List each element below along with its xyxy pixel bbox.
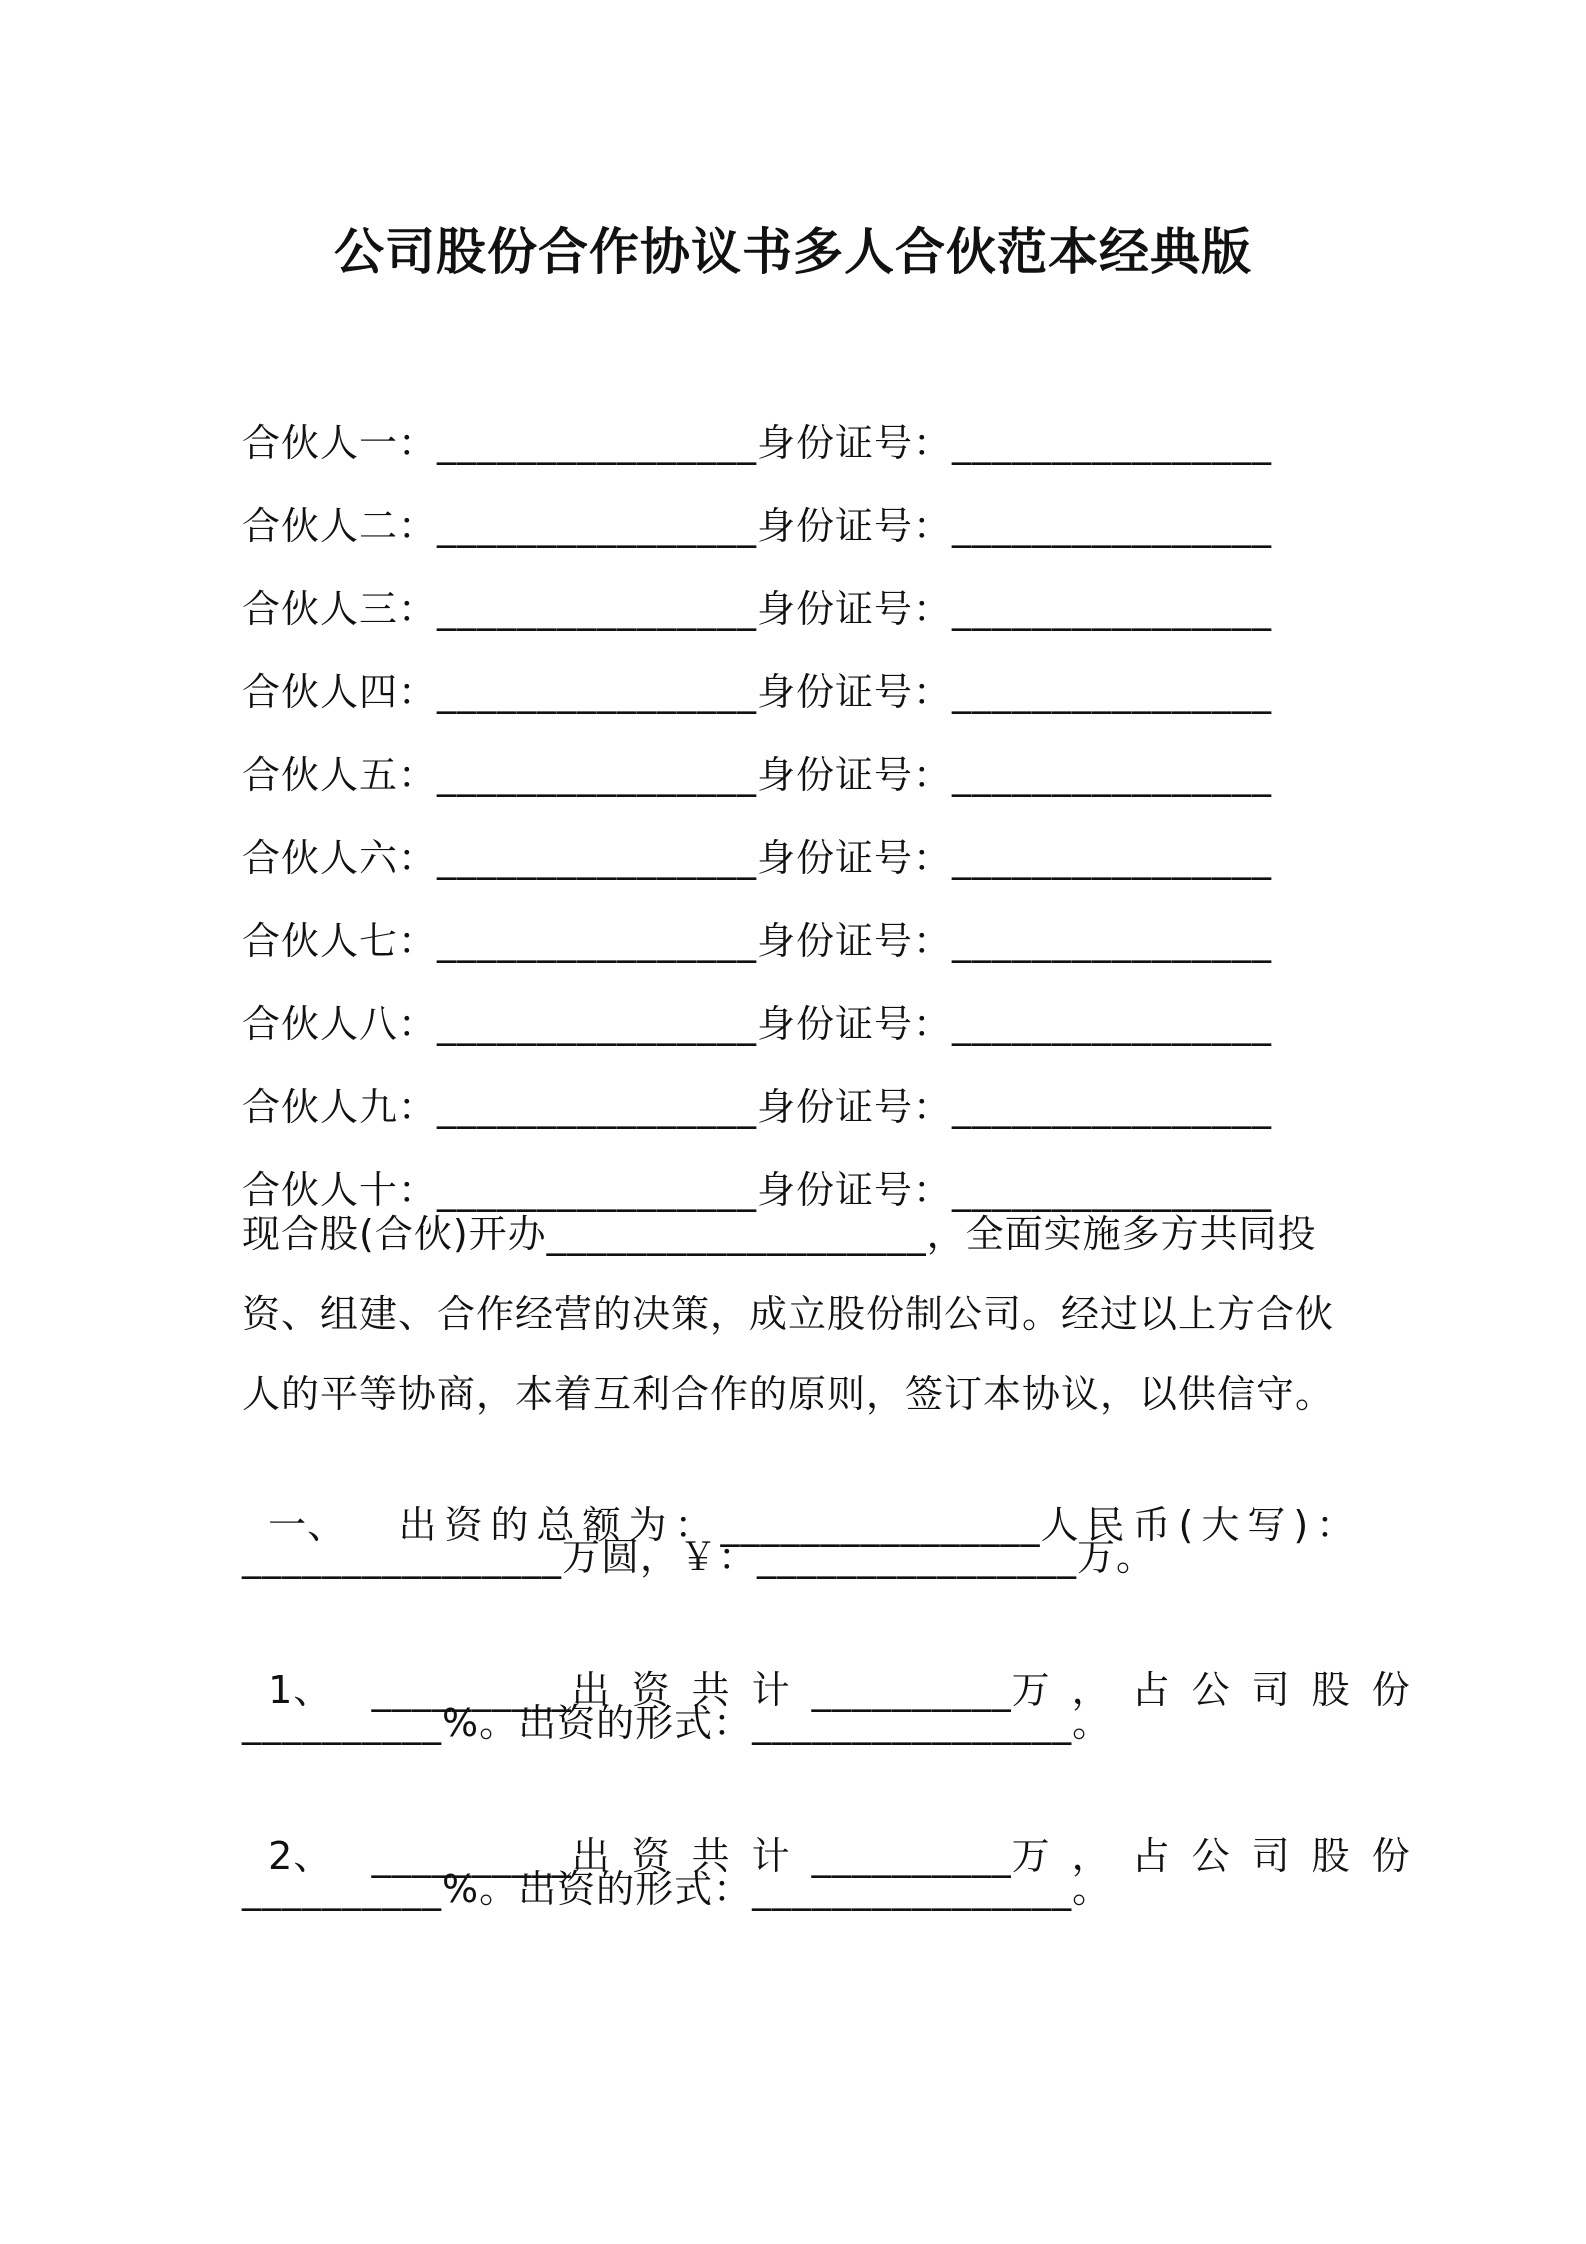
partner-label: 合伙人二：	[242, 504, 438, 548]
partner-name-blank[interactable]: ________________	[437, 504, 758, 548]
partner-id-label: 身份证号：	[757, 1168, 953, 1212]
section1-total-blank[interactable]: ________________	[720, 1503, 1041, 1547]
partner-name-blank[interactable]: ________________	[437, 1085, 758, 1129]
partner-row	[242, 833, 1272, 883]
item-2-name-blank[interactable]: __________	[371, 1834, 572, 1878]
partner-id-label: 身份证号：	[757, 1002, 953, 1046]
partner-row	[242, 916, 1272, 966]
partner-id-label: 身份证号：	[757, 836, 953, 880]
partner-label: 合伙人三：	[242, 587, 438, 631]
item-1-amount-blank[interactable]: __________	[811, 1668, 1012, 1712]
partner-label: 合伙人四：	[242, 670, 438, 714]
partner-id-blank[interactable]: ________________	[952, 919, 1273, 963]
partner-name-blank[interactable]: ________________	[437, 1002, 758, 1046]
partner-id-blank[interactable]: ________________	[952, 421, 1273, 465]
item-1-name-blank[interactable]: __________	[371, 1668, 572, 1712]
partner-id-blank[interactable]: ________________	[952, 1168, 1273, 1212]
partner-id-blank[interactable]: ________________	[952, 1002, 1273, 1046]
partner-id-blank[interactable]: ________________	[952, 836, 1273, 880]
item-2-text2: 万，占公司股份	[1011, 1834, 1432, 1878]
partner-row	[242, 584, 1272, 634]
partner-row	[242, 501, 1272, 551]
partner-id-label: 身份证号：	[757, 670, 953, 714]
intro-line-3: 人的平等协商，本着互利合作的原则，签订本协议，以供信守。	[242, 1372, 1335, 1416]
partner-row	[242, 999, 1272, 1049]
partner-id-label: 身份证号：	[757, 753, 953, 797]
partner-name-blank[interactable]: ________________	[437, 587, 758, 631]
section1-line-2: ________________万圆，￥：________________万。	[242, 1535, 1156, 1579]
intro-line-1: 现合股(合伙)开办___________________，全面实施多方共同投	[242, 1212, 1317, 1256]
partner-name-blank[interactable]: ________________	[437, 1168, 758, 1212]
item-2-amount-blank[interactable]: __________	[811, 1834, 1012, 1878]
partner-row	[242, 418, 1272, 468]
partner-id-label: 身份证号：	[757, 1085, 953, 1129]
partner-row	[242, 1082, 1272, 1132]
partner-row	[242, 667, 1272, 717]
partner-row	[242, 750, 1272, 800]
item-1-text2: 万，占公司股份	[1011, 1668, 1432, 1712]
partner-label: 合伙人九：	[242, 1085, 438, 1129]
partner-name-blank[interactable]: ________________	[437, 753, 758, 797]
partner-row	[242, 1165, 1272, 1215]
partner-name-blank[interactable]: ________________	[437, 670, 758, 714]
section1-label: 出资的总额为：	[398, 1503, 721, 1547]
document-title: 公司股份合作协议书多人合伙范本经典版	[334, 223, 1252, 281]
partner-label: 合伙人七：	[242, 919, 438, 963]
partner-name-blank[interactable]: ________________	[437, 836, 758, 880]
section1-currency-label: 人民币(大写)：	[1040, 1503, 1363, 1547]
partner-id-label: 身份证号：	[757, 587, 953, 631]
partner-id-label: 身份证号：	[757, 919, 953, 963]
partner-id-label: 身份证号：	[757, 504, 953, 548]
item-1-line-2: __________%。出资的形式：________________。	[242, 1701, 1112, 1745]
partner-id-blank[interactable]: ________________	[952, 753, 1273, 797]
partner-id-blank[interactable]: ________________	[952, 1085, 1273, 1129]
intro-line-2: 资、组建、合作经营的决策，成立股份制公司。经过以上方合伙	[242, 1292, 1335, 1336]
partner-label: 合伙人十：	[242, 1168, 438, 1212]
partner-label: 合伙人一：	[242, 421, 438, 465]
item-2-line-2: __________%。出资的形式：________________。	[242, 1867, 1112, 1911]
item-2-number: 2、	[268, 1834, 333, 1878]
item-1-number: 1、	[268, 1668, 333, 1712]
partner-label: 合伙人五：	[242, 753, 438, 797]
section1-prefix: 一、	[268, 1503, 347, 1547]
partner-name-blank[interactable]: ________________	[437, 421, 758, 465]
partner-label: 合伙人六：	[242, 836, 438, 880]
item-1-text1: 出资共计	[571, 1668, 812, 1712]
partner-name-blank[interactable]: ________________	[437, 919, 758, 963]
partner-id-label: 身份证号：	[757, 421, 953, 465]
partner-id-blank[interactable]: ________________	[952, 504, 1273, 548]
partner-id-blank[interactable]: ________________	[952, 587, 1273, 631]
partner-label: 合伙人八：	[242, 1002, 438, 1046]
item-2-text1: 出资共计	[571, 1834, 812, 1878]
partner-id-blank[interactable]: ________________	[952, 670, 1273, 714]
